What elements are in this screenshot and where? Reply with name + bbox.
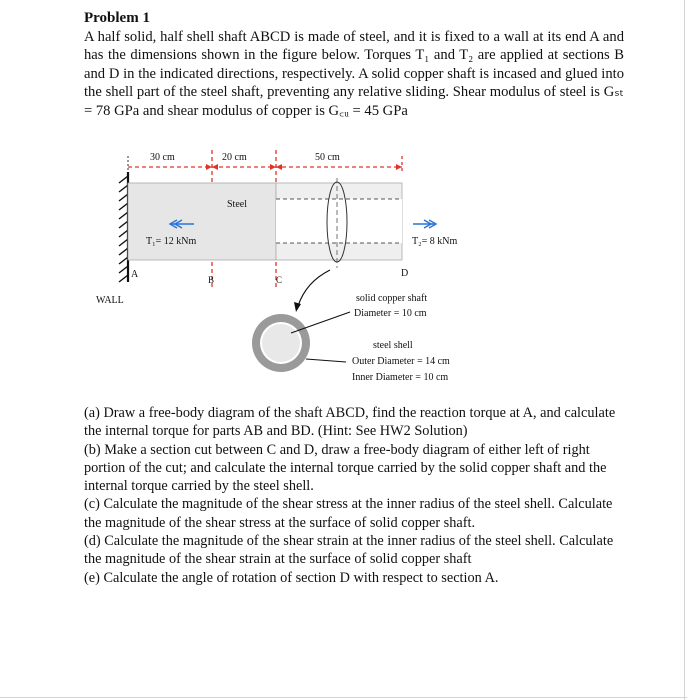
- question-list: [84, 404, 624, 587]
- shell-label-2: Outer Diameter = 14 cm: [352, 356, 450, 367]
- t2-arrow: [413, 220, 436, 228]
- question-b: (b) Make a section cut between C and D, draw a free-body diagram of either left of right portion of the cut; and calculate the internal torque carried by the solid copper shaft and the internal torque carried by the steel shell.: [84, 441, 607, 495]
- point-c-label: C: [276, 275, 283, 285]
- t1-label: T₁= 12 kNm: [146, 236, 197, 247]
- shell-label-3: Inner Diameter = 10 cm: [352, 372, 449, 383]
- point-a-label: A: [131, 269, 139, 280]
- question-a: (a) Draw a free-body diagram of the shaft ABCD, find the reaction torque at A, and calculate the internal torque for parts AB and BD. (Hint: See HW2 Solution): [84, 405, 616, 440]
- copper-core: [276, 199, 402, 243]
- copper-label-1: solid copper shaft: [356, 293, 428, 304]
- problem-title: Problem 1: [84, 10, 150, 26]
- question-d: (d) Calculate the magnitude of the shear strain at the inner radius of the steel shell. Calculate the magnitude of the shear strain at the surface of solid copper shaft: [84, 533, 614, 568]
- wall: [119, 172, 128, 282]
- dim-label-cd: 50 cm: [315, 152, 340, 163]
- question-e: (e) Calculate the angle of rotation of section D with respect to section A.: [84, 569, 499, 586]
- dim-label-ab: 30 cm: [150, 152, 175, 163]
- shell-label-1: steel shell: [373, 340, 413, 351]
- point-b-label: B: [208, 275, 215, 285]
- question-c: (c) Calculate the magnitude of the shear stress at the inner radius of the steel shell. Calculate the magnitude of the shear stress at the surface of solid copper shaft.: [84, 496, 613, 531]
- wall-label: WALL: [96, 295, 124, 306]
- section-leader-arrow: [298, 270, 330, 306]
- point-d-label: D: [401, 268, 409, 279]
- solid-steel-segment: [128, 183, 276, 260]
- steel-label: Steel: [227, 199, 247, 210]
- t2-label: T₂= 8 kNm: [412, 236, 458, 247]
- page-border-bottom: [0, 697, 687, 698]
- cross-section: [252, 314, 310, 372]
- copper-label-2: Diameter = 10 cm: [354, 308, 427, 319]
- problem-intro: A half solid, half shell shaft ABCD is made of steel, and it is fixed to a wall at its end A and has the dimensions shown in the figure below. Torques T₁ and T₂ are applied at sections B and D in the indicated directions, respectively. A solid copper shaft is incased and glued into the shell part of the steel shaft, preventing any relative sliding. Shear modulus of steel is Gₛₜ = 78 GPa and shear modulus of copper is G꜀ᵤ = 45 GPa: [84, 29, 624, 119]
- dim-label-bc: 20 cm: [222, 152, 247, 163]
